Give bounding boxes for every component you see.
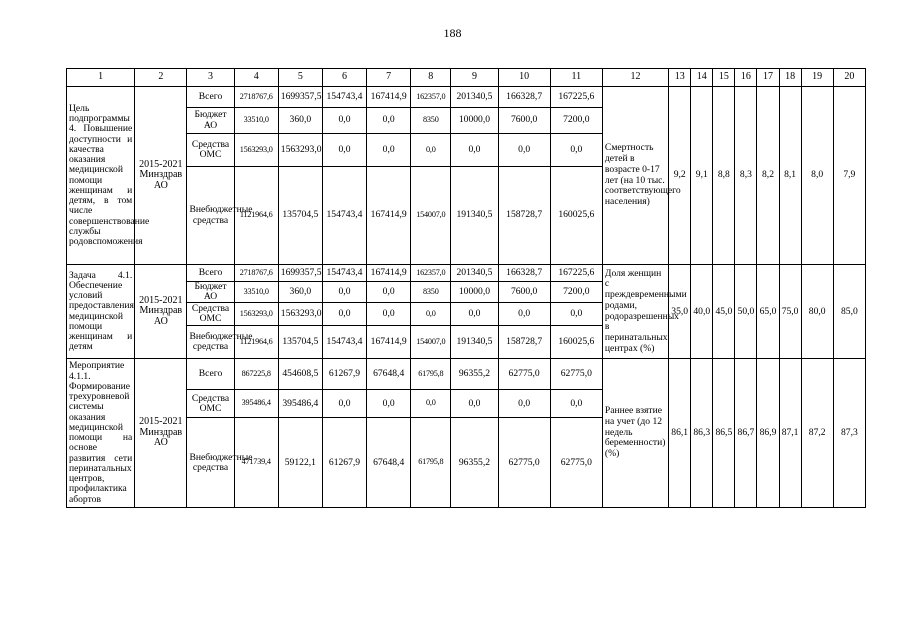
funding-value: 62775,0 <box>550 418 602 508</box>
indicator-value: 86,5 <box>713 359 735 508</box>
indicator-value: 8,2 <box>757 87 779 265</box>
funding-value: 2718767,6 <box>234 87 278 108</box>
indicator-value: 87,3 <box>833 359 865 508</box>
indicator-value: 8,1 <box>779 87 801 265</box>
funding-value: 1121964,6 <box>234 326 278 359</box>
funding-value: 8350 <box>411 282 451 303</box>
header-cell: 4 <box>234 69 278 87</box>
funding-value: 135704,5 <box>278 326 322 359</box>
table-row <box>67 359 866 390</box>
funding-value: 0,0 <box>322 390 366 418</box>
funding-value: 395486,4 <box>234 390 278 418</box>
indicator-value: 86,1 <box>669 359 691 508</box>
funding-value: 395486,4 <box>278 390 322 418</box>
funding-value: 167414,9 <box>367 326 411 359</box>
header-cell: 12 <box>602 69 668 87</box>
header-cell: 15 <box>713 69 735 87</box>
funding-source: Средства ОМС <box>187 303 234 326</box>
funding-value: 61795,8 <box>411 418 451 508</box>
indicator-value: 8,8 <box>713 87 735 265</box>
indicator-value: 86,7 <box>735 359 757 508</box>
item-period: 2015-2021 Минздрав АО <box>135 265 187 359</box>
funding-value: 61267,9 <box>322 359 366 390</box>
funding-value: 0,0 <box>411 134 451 167</box>
funding-value: 61267,9 <box>322 418 366 508</box>
funding-value: 0,0 <box>367 303 411 326</box>
funding-value: 1563293,0 <box>278 134 322 167</box>
funding-value: 360,0 <box>278 282 322 303</box>
funding-value: 0,0 <box>367 390 411 418</box>
funding-value: 10000,0 <box>451 108 498 134</box>
indicator-value: 75,0 <box>779 265 801 359</box>
header-cell: 6 <box>322 69 366 87</box>
header-cell: 5 <box>278 69 322 87</box>
table-row <box>67 265 866 282</box>
indicator-value: 87,2 <box>801 359 833 508</box>
funding-value: 166328,7 <box>498 265 550 282</box>
header-cell: 20 <box>833 69 865 87</box>
item-period: 2015-2021 Минздрав АО <box>135 87 187 265</box>
funding-source: Внебюджетные средства <box>187 326 234 359</box>
funding-value: 454608,5 <box>278 359 322 390</box>
header-cell: 10 <box>498 69 550 87</box>
header-cell: 8 <box>411 69 451 87</box>
funding-value: 0,0 <box>411 303 451 326</box>
funding-value: 33510,0 <box>234 282 278 303</box>
funding-value: 201340,5 <box>451 87 498 108</box>
funding-value: 33510,0 <box>234 108 278 134</box>
indicator-name: Раннее взятие на учет (до 12 недель беременности) (%) <box>602 359 668 508</box>
funding-value: 160025,6 <box>550 326 602 359</box>
funding-value: 59122,1 <box>278 418 322 508</box>
indicator-value: 9,2 <box>669 87 691 265</box>
funding-value: 7600,0 <box>498 282 550 303</box>
table-row <box>67 87 866 108</box>
header-cell: 16 <box>735 69 757 87</box>
indicator-value: 85,0 <box>833 265 865 359</box>
header-row <box>67 69 866 87</box>
funding-value: 158728,7 <box>498 167 550 265</box>
funding-value: 0,0 <box>498 390 550 418</box>
funding-value: 7200,0 <box>550 108 602 134</box>
indicator-name: Доля женщин с преждевременными родами, родоразрешенных в перинатальных центрах (%) <box>602 265 668 359</box>
funding-value: 0,0 <box>451 303 498 326</box>
funding-value: 1563293,0 <box>234 303 278 326</box>
funding-value: 162357,0 <box>411 87 451 108</box>
header-cell: 3 <box>187 69 234 87</box>
indicator-value: 8,3 <box>735 87 757 265</box>
funding-value: 0,0 <box>550 390 602 418</box>
header-cell: 14 <box>691 69 713 87</box>
funding-source: Средства ОМС <box>187 390 234 418</box>
funding-value: 360,0 <box>278 108 322 134</box>
indicator-name: Смертность детей в возрасте 0-17 лет (на 10 тыс. соответствующего населения) <box>602 87 668 265</box>
funding-value: 0,0 <box>322 303 366 326</box>
funding-value: 96355,2 <box>451 418 498 508</box>
funding-source: Внебюджетные средства <box>187 167 234 265</box>
item-name: Цель подпрограммы 4. Повышение доступности и качества оказания медицинской помощи женщинам и детям, в том числе совершенствование службы родовспоможения <box>67 87 135 265</box>
funding-value: 0,0 <box>367 108 411 134</box>
funding-value: 7200,0 <box>550 282 602 303</box>
funding-source: Всего <box>187 359 234 390</box>
funding-value: 0,0 <box>451 390 498 418</box>
item-name: Задача 4.1. Обеспечение условий предоставления медицинской помощи женщинам и детям <box>67 265 135 359</box>
funding-value: 67648,4 <box>367 418 411 508</box>
funding-value: 167414,9 <box>367 167 411 265</box>
funding-value: 154743,4 <box>322 326 366 359</box>
funding-value: 0,0 <box>322 282 366 303</box>
funding-value: 8350 <box>411 108 451 134</box>
funding-value: 166328,7 <box>498 87 550 108</box>
funding-value: 0,0 <box>498 134 550 167</box>
funding-value: 2718767,6 <box>234 265 278 282</box>
funding-value: 1563293,0 <box>278 303 322 326</box>
indicator-value: 8,0 <box>801 87 833 265</box>
funding-value: 135704,5 <box>278 167 322 265</box>
funding-value: 10000,0 <box>451 282 498 303</box>
indicator-value: 86,9 <box>757 359 779 508</box>
funding-source: Всего <box>187 87 234 108</box>
funding-source: Внебюджетные средства <box>187 418 234 508</box>
funding-value: 167414,9 <box>367 265 411 282</box>
funding-value: 1699357,5 <box>278 87 322 108</box>
header-cell: 13 <box>669 69 691 87</box>
header-cell: 2 <box>135 69 187 87</box>
funding-value: 62775,0 <box>550 359 602 390</box>
funding-value: 62775,0 <box>498 359 550 390</box>
indicator-value: 87,1 <box>779 359 801 508</box>
funding-value: 154007,0 <box>411 167 451 265</box>
funding-value: 1563293,0 <box>234 134 278 167</box>
funding-value: 167414,9 <box>367 87 411 108</box>
item-name: Мероприятие 4.1.1. Формирование трехуровневой системы оказания медицинской помощи на основе развития сети перинатальных центров, профилактика абортов <box>67 359 135 508</box>
funding-value: 471739,4 <box>234 418 278 508</box>
page-number: 188 <box>443 26 462 40</box>
funding-source: Всего <box>187 265 234 282</box>
program-table <box>66 68 866 508</box>
funding-value: 61795,8 <box>411 359 451 390</box>
indicator-value: 65,0 <box>757 265 779 359</box>
indicator-value: 45,0 <box>713 265 735 359</box>
funding-value: 0,0 <box>550 134 602 167</box>
funding-value: 1699357,5 <box>278 265 322 282</box>
funding-value: 0,0 <box>367 134 411 167</box>
header-cell: 17 <box>757 69 779 87</box>
funding-value: 67648,4 <box>367 359 411 390</box>
header-cell: 18 <box>779 69 801 87</box>
funding-value: 867225,8 <box>234 359 278 390</box>
funding-value: 1121964,6 <box>234 167 278 265</box>
funding-value: 0,0 <box>411 390 451 418</box>
funding-value: 0,0 <box>367 282 411 303</box>
funding-value: 167225,6 <box>550 265 602 282</box>
funding-value: 0,0 <box>322 134 366 167</box>
funding-value: 154743,4 <box>322 87 366 108</box>
funding-value: 160025,6 <box>550 167 602 265</box>
header-cell: 1 <box>67 69 135 87</box>
item-period: 2015-2021 Минздрав АО <box>135 359 187 508</box>
header-cell: 19 <box>801 69 833 87</box>
funding-source: Бюджет АО <box>187 108 234 134</box>
funding-value: 167225,6 <box>550 87 602 108</box>
funding-value: 0,0 <box>550 303 602 326</box>
indicator-value: 50,0 <box>735 265 757 359</box>
funding-value: 154007,0 <box>411 326 451 359</box>
header-cell: 9 <box>451 69 498 87</box>
indicator-value: 86,3 <box>691 359 713 508</box>
funding-value: 0,0 <box>451 134 498 167</box>
indicator-value: 9,1 <box>691 87 713 265</box>
funding-value: 62775,0 <box>498 418 550 508</box>
funding-source: Средства ОМС <box>187 134 234 167</box>
indicator-value: 7,9 <box>833 87 865 265</box>
funding-value: 191340,5 <box>451 167 498 265</box>
header-cell: 11 <box>550 69 602 87</box>
funding-value: 7600,0 <box>498 108 550 134</box>
funding-value: 201340,5 <box>451 265 498 282</box>
funding-value: 0,0 <box>322 108 366 134</box>
funding-value: 96355,2 <box>451 359 498 390</box>
indicator-value: 80,0 <box>801 265 833 359</box>
funding-value: 0,0 <box>498 303 550 326</box>
funding-value: 162357,0 <box>411 265 451 282</box>
funding-value: 158728,7 <box>498 326 550 359</box>
funding-value: 154743,4 <box>322 265 366 282</box>
indicator-value: 40,0 <box>691 265 713 359</box>
indicator-value: 35,0 <box>669 265 691 359</box>
funding-value: 154743,4 <box>322 167 366 265</box>
funding-value: 191340,5 <box>451 326 498 359</box>
header-cell: 7 <box>367 69 411 87</box>
funding-source: Бюджет АО <box>187 282 234 303</box>
